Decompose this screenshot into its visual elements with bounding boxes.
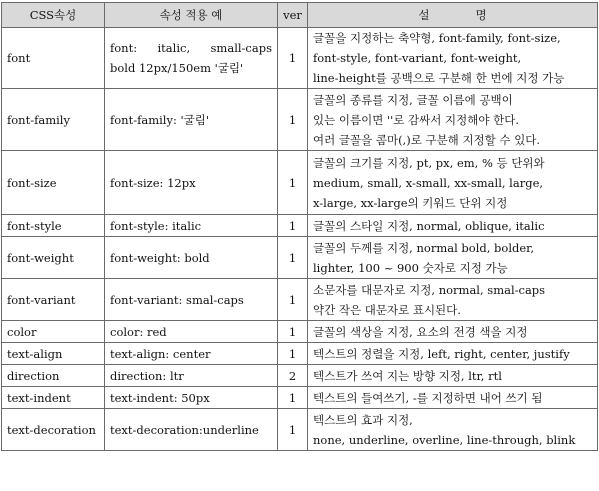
example-line: font: italic, small-caps bbox=[110, 41, 272, 55]
example-line: font-size: 12px bbox=[110, 175, 196, 190]
description-line: 글꼴을 지정하는 축약형, font-family, font-size, bbox=[313, 31, 561, 45]
cell-description bbox=[308, 215, 598, 237]
table-row bbox=[2, 28, 598, 89]
example-line: direction: ltr bbox=[110, 368, 184, 383]
example-line: color: red bbox=[110, 324, 167, 339]
header-description-part-2: 명 bbox=[475, 8, 487, 22]
cell-description bbox=[308, 89, 598, 151]
cell-property: color bbox=[2, 321, 105, 343]
cell-property: direction bbox=[2, 365, 105, 387]
description-line: 텍스트의 효과 지정, bbox=[313, 412, 413, 427]
cell-description bbox=[308, 365, 598, 387]
description-line: 글꼴의 크기를 지정, pt, px, em, % 등 단위와 bbox=[313, 155, 545, 170]
cell-version: 1 bbox=[278, 321, 308, 343]
description-line: 글꼴의 색상을 지정, 요소의 전경 색을 지정 bbox=[313, 324, 528, 339]
example-line: text-decoration:underline bbox=[110, 422, 259, 437]
header-css-property: CSS속성 bbox=[2, 3, 105, 28]
example-line: font-weight: bold bbox=[110, 250, 210, 265]
cell-property: font-variant bbox=[2, 279, 105, 321]
cell-version: 1 bbox=[278, 89, 308, 151]
cell-example bbox=[105, 387, 278, 409]
cell-example bbox=[105, 151, 278, 215]
cell-version: 1 bbox=[278, 387, 308, 409]
table-header-row bbox=[2, 3, 598, 28]
table-row bbox=[2, 343, 598, 365]
table-row bbox=[2, 279, 598, 321]
cell-property: text-align bbox=[2, 343, 105, 365]
table-row bbox=[2, 321, 598, 343]
table-row bbox=[2, 365, 598, 387]
cell-description bbox=[308, 321, 598, 343]
example-line: text-indent: 50px bbox=[110, 390, 210, 405]
cell-property: font-family bbox=[2, 89, 105, 151]
header-description bbox=[308, 3, 598, 28]
description-line: 소문자를 대문자로 지정, normal, smal-caps bbox=[313, 282, 546, 297]
table-row bbox=[2, 89, 598, 151]
cell-version: 1 bbox=[278, 28, 308, 89]
table-row bbox=[2, 215, 598, 237]
description-line: none, underline, overline, line-through, blink bbox=[313, 432, 576, 447]
description-line: 글꼴의 종류를 지정, 글꼴 이름에 공백이 bbox=[313, 92, 513, 107]
cell-version: 1 bbox=[278, 215, 308, 237]
example-line: font-style: italic bbox=[110, 218, 202, 233]
description-line: 글꼴의 스타일 지정, normal, oblique, italic bbox=[313, 218, 545, 233]
table-row bbox=[2, 237, 598, 279]
cell-property: font-style bbox=[2, 215, 105, 237]
description-line: lighter, 100 ~ 900 숫자로 지정 가능 bbox=[313, 260, 508, 275]
cell-example bbox=[105, 215, 278, 237]
description-line: line-height를 공백으로 구분해 한 번에 지정 가능 bbox=[313, 71, 565, 85]
cell-description bbox=[308, 343, 598, 365]
cell-description bbox=[308, 28, 598, 89]
cell-example bbox=[105, 343, 278, 365]
cell-version: 1 bbox=[278, 237, 308, 279]
cell-version: 1 bbox=[278, 151, 308, 215]
description-line: 텍스트가 쓰여 지는 방향 지정, ltr, rtl bbox=[313, 368, 502, 383]
header-version: ver bbox=[278, 3, 308, 28]
cell-version: 1 bbox=[278, 343, 308, 365]
cell-description bbox=[308, 151, 598, 215]
cell-description bbox=[308, 237, 598, 279]
cell-example bbox=[105, 89, 278, 151]
cell-property: font-size bbox=[2, 151, 105, 215]
example-line: bold 12px/150em '굴림' bbox=[110, 61, 244, 75]
cell-version: 2 bbox=[278, 365, 308, 387]
example-line: font-family: '굴림' bbox=[110, 112, 210, 127]
cell-example bbox=[105, 321, 278, 343]
cell-version: 1 bbox=[278, 409, 308, 451]
cell-description bbox=[308, 409, 598, 451]
cell-description bbox=[308, 279, 598, 321]
css-properties-table bbox=[1, 2, 598, 451]
cell-example bbox=[105, 409, 278, 451]
cell-property: text-decoration bbox=[2, 409, 105, 451]
cell-example bbox=[105, 365, 278, 387]
table-row bbox=[2, 151, 598, 215]
description-line: medium, small, x-small, xx-small, large, bbox=[313, 175, 544, 190]
description-line: 여러 글꼴을 콤마(,)로 구분해 지정할 수 있다. bbox=[313, 132, 541, 147]
cell-example bbox=[105, 28, 278, 89]
example-line: font-variant: smal-caps bbox=[110, 292, 244, 307]
cell-example bbox=[105, 279, 278, 321]
description-line: 텍스트의 정렬을 지정, left, right, center, justify bbox=[313, 346, 570, 361]
header-description-part-1: 설 bbox=[418, 8, 430, 22]
cell-property: font bbox=[2, 28, 105, 89]
description-line: font-style, font-variant, font-weight, bbox=[313, 51, 522, 65]
table-row bbox=[2, 387, 598, 409]
description-line: 텍스트의 들여쓰기, -를 지정하면 내어 쓰기 됨 bbox=[313, 390, 543, 405]
description-line: x-large, xx-large의 키워드 단위 지정 bbox=[313, 195, 508, 210]
cell-property: text-indent bbox=[2, 387, 105, 409]
cell-property: font-weight bbox=[2, 237, 105, 279]
table-body bbox=[2, 28, 598, 451]
example-line: text-align: center bbox=[110, 346, 211, 361]
cell-description bbox=[308, 387, 598, 409]
description-line: 있는 이름이면 ''로 감싸서 지정해야 한다. bbox=[313, 112, 519, 127]
table-row bbox=[2, 409, 598, 451]
header-example: 속성 적용 예 bbox=[105, 3, 278, 28]
cell-version: 1 bbox=[278, 279, 308, 321]
description-line: 약간 작은 대문자로 표시된다. bbox=[313, 302, 461, 317]
cell-example bbox=[105, 237, 278, 279]
description-line: 글꼴의 두께를 지정, normal bold, bolder, bbox=[313, 240, 535, 255]
